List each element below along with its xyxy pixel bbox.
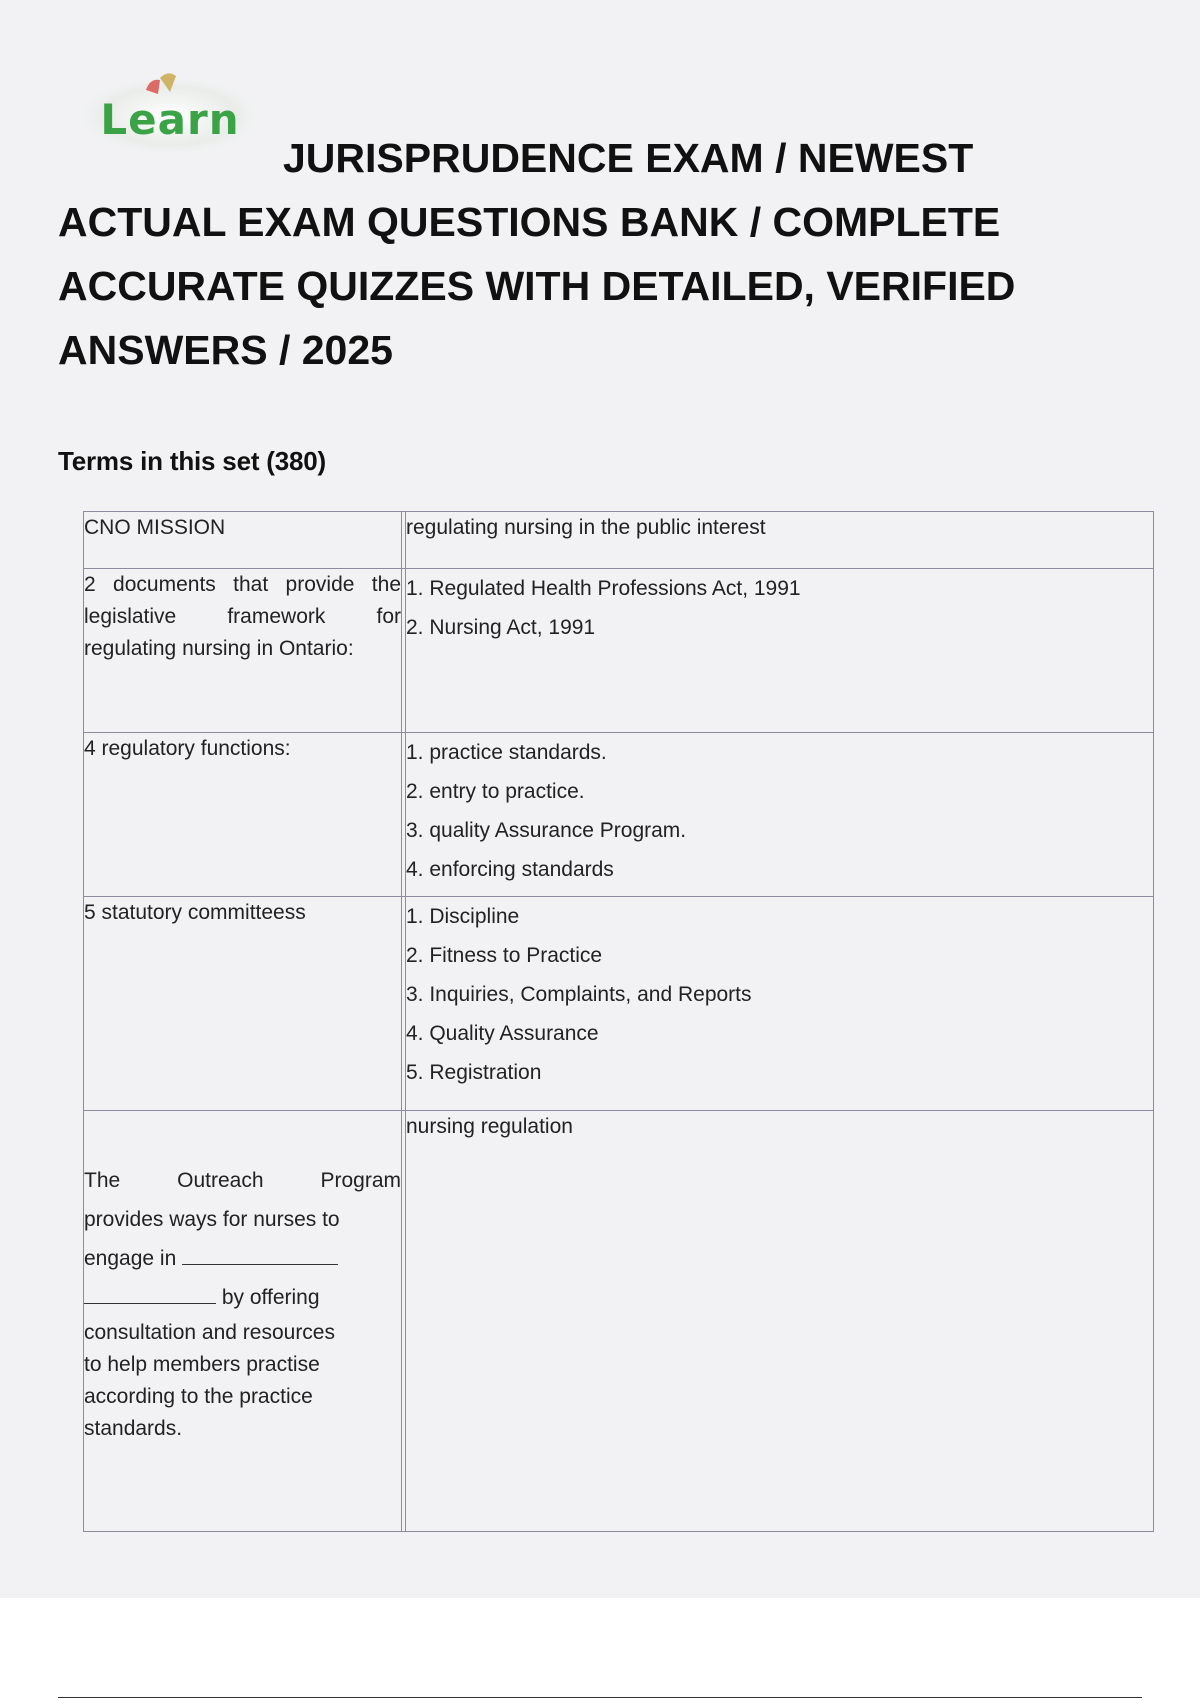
card-term: 2 documents that provide the legislative framework for regulating nursing in Ontario: xyxy=(84,569,402,733)
list-item: 1. Regulated Health Professions Act, 1991 xyxy=(406,577,801,600)
flashcard-row xyxy=(84,569,1154,733)
list-item: 5. Registration xyxy=(406,1061,542,1084)
list-item: 2. entry to practice. xyxy=(406,780,585,803)
terms-heading: Terms in this set (380) xyxy=(58,446,327,476)
list-item: 4. Quality Assurance xyxy=(406,1022,599,1045)
list-item: 2. Nursing Act, 1991 xyxy=(406,616,596,639)
page-title: JURISPRUDENCE EXAM / NEWEST ACTUAL EXAM QUESTIONS BANK / COMPLETE ACCURATE QUIZZES WITH DETAILED, VERIFIED ANSWERS / 2025 xyxy=(58,135,1016,373)
flashcard-table xyxy=(83,511,1154,1532)
fill-in-blank xyxy=(84,1283,216,1304)
card-term: 5 statutory committeess xyxy=(84,897,402,1111)
card-definition xyxy=(406,733,1154,897)
list-item: 1. practice standards. xyxy=(406,741,607,764)
svg-text:Learn: Learn xyxy=(100,95,240,144)
fill-in-blank xyxy=(182,1244,338,1265)
card-term: 4 regulatory functions: xyxy=(84,733,402,897)
list-item: 3. quality Assurance Program. xyxy=(406,819,687,842)
flashcard-row xyxy=(84,512,1154,569)
card-definition: regulating nursing in the public interest xyxy=(406,512,1154,569)
footer-rule xyxy=(58,1697,1142,1698)
list-item: 3. Inquiries, Complaints, and Reports xyxy=(406,983,752,1006)
card-definition xyxy=(406,569,1154,733)
list-item: 4. enforcing standards xyxy=(406,858,614,881)
card-definition xyxy=(406,897,1154,1111)
card-term: The Outreach Program provides ways for nurses to engage in by offering consultation and resources to help members practise according to the practice standards. xyxy=(84,1111,402,1532)
flashcard-row xyxy=(84,733,1154,897)
list-item: 1. Discipline xyxy=(406,905,520,928)
card-definition: nursing regulation xyxy=(406,1111,1154,1532)
flashcard-row xyxy=(84,897,1154,1111)
card-term: CNO MISSION xyxy=(84,512,402,569)
flashcard-row xyxy=(84,1111,1154,1532)
list-item: 2. Fitness to Practice xyxy=(406,944,603,967)
